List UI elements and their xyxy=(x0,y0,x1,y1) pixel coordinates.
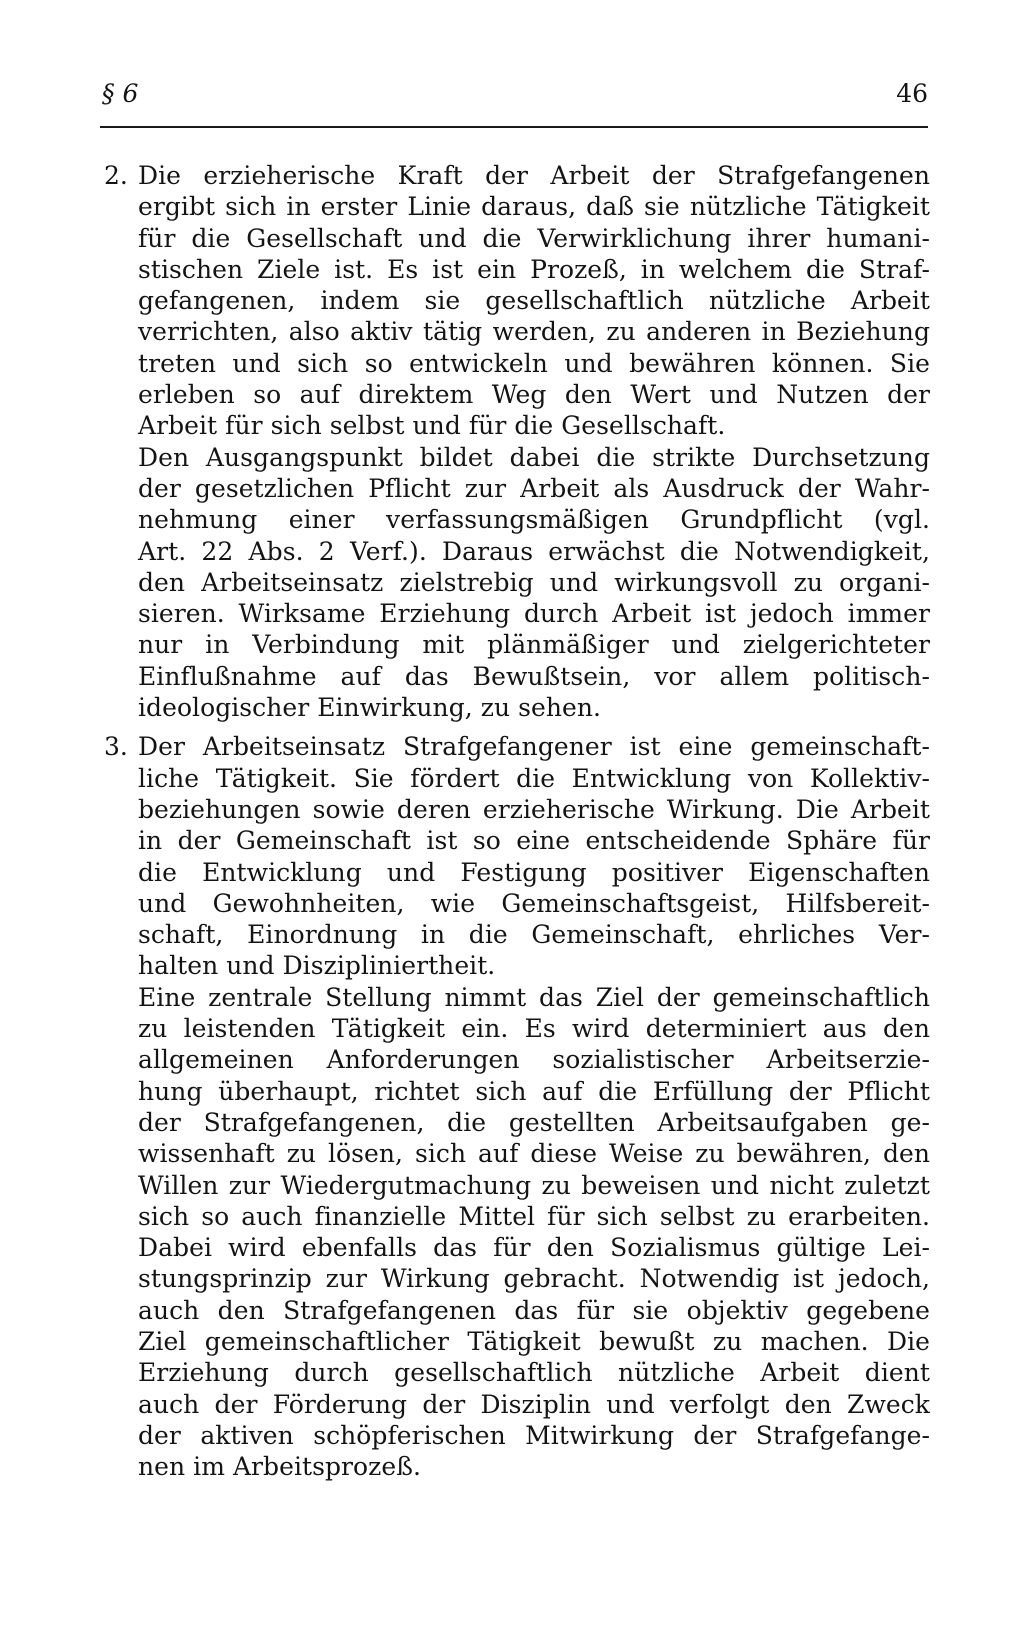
text-line: auch der Förderung der Disziplin und verfolgt den Zweck xyxy=(138,1389,930,1419)
page-content xyxy=(104,160,930,1482)
text-line: Ziel gemeinschaftlicher Tätigkeit bewußt zu machen. Die xyxy=(138,1326,930,1356)
text-line: nehmung einer verfassungsmäßigen Grundpflicht (vgl. xyxy=(138,505,930,535)
text-line: wissenhaft zu lösen, sich auf diese Weise zu bewähren, den xyxy=(138,1139,930,1169)
text-line: Willen zur Wiedergutmachung zu beweisen und nicht zuletzt xyxy=(138,1170,930,1200)
text-line: Der Arbeitseinsatz Strafgefangener ist eine gemeinschaft- xyxy=(138,732,930,762)
text-line: die Entwicklung und Festigung positiver Eigenschaften xyxy=(138,857,930,887)
text-line: beziehungen sowie deren erzieherische Wirkung. Die Arbeit xyxy=(138,794,930,824)
text-line: den Arbeitseinsatz zielstrebig und wirkungsvoll zu organi- xyxy=(138,567,930,597)
text-line: Eine zentrale Stellung nimmt das Ziel der gemeinschaftlich xyxy=(138,982,930,1012)
text-line: Arbeit für sich selbst und für die Gesellschaft. xyxy=(138,411,726,441)
section-mark: § 6 xyxy=(102,79,139,108)
text-line: Den Ausgangspunkt bildet dabei die strikte Durchsetzung xyxy=(138,442,930,472)
text-line: ergibt sich in erster Linie daraus, daß sie nützliche Tätigkeit xyxy=(138,192,930,222)
item-number: 3. xyxy=(104,732,128,762)
text-line: zu leistenden Tätigkeit ein. Es wird determiniert aus den xyxy=(138,1014,930,1044)
text-line: Die erzieherische Kraft der Arbeit der Strafgefangenen xyxy=(138,161,930,190)
text-line: ideologischer Einwirkung, zu sehen. xyxy=(138,693,601,723)
text-line: halten und Diszipliniertheit. xyxy=(138,951,496,981)
text-line: allgemeinen Anforderungen sozialistischer Arbeitserzie- xyxy=(138,1045,930,1075)
text-line: Dabei wird ebenfalls das für den Sozialismus gültige Lei- xyxy=(138,1233,930,1263)
text-line: stischen Ziele ist. Es ist ein Prozeß, in welchem die Straf- xyxy=(138,254,930,284)
text-line: gefangenen, indem sie gesellschaftlich nützliche Arbeit xyxy=(138,286,930,316)
text-line: verrichten, also aktiv tätig werden, zu anderen in Beziehung xyxy=(138,317,930,347)
text-line: Art. 22 Abs. 2 Verf.). Daraus erwächst die Notwendigkeit, xyxy=(138,536,930,566)
text-line: der Strafgefangenen, die gestellten Arbeitsaufgaben ge- xyxy=(138,1107,930,1137)
text-line: der aktiven schöpferischen Mitwirkung der Strafgefange- xyxy=(138,1420,930,1450)
text-line: sieren. Wirksame Erziehung durch Arbeit ist jedoch immer xyxy=(138,599,930,629)
header-rule xyxy=(100,126,928,128)
text-line: der gesetzlichen Pflicht zur Arbeit als Ausdruck der Wahr- xyxy=(138,473,930,503)
text-line: liche Tätigkeit. Sie fördert die Entwicklung von Kollektiv- xyxy=(138,763,930,793)
text-line: in der Gemeinschaft ist so eine entscheidende Sphäre für xyxy=(138,826,930,856)
text-line: und Gewohnheiten, wie Gemeinschaftsgeist, Hilfsbereit- xyxy=(138,888,930,918)
item-body xyxy=(138,731,930,1482)
text-line: sich so auch finanzielle Mittel für sich selbst zu erarbeiten. xyxy=(138,1201,930,1231)
text-line: treten und sich so entwickeln und bewähren können. Sie xyxy=(138,348,930,378)
text-line: nur in Verbindung mit plänmäßiger und zielgerichteter xyxy=(138,630,930,660)
text-line: schaft, Einordnung in die Gemeinschaft, ehrliches Ver- xyxy=(138,920,930,950)
text-line: auch den Strafgefangenen das für sie objektiv gegebene xyxy=(138,1295,930,1325)
page-header xyxy=(100,74,928,114)
text-line: für die Gesellschaft und die Verwirklichung ihrer humani- xyxy=(138,223,930,253)
text-line: erleben so auf direktem Weg den Wert und Nutzen der xyxy=(138,380,930,410)
text-line: hung überhaupt, richtet sich auf die Erfüllung der Pflicht xyxy=(138,1076,930,1106)
page-number: 46 xyxy=(896,79,928,108)
item-body xyxy=(138,160,930,723)
text-line: nen im Arbeitsprozeß. xyxy=(138,1452,421,1482)
text-line: stungsprinzip zur Wirkung gebracht. Notwendig ist jedoch, xyxy=(138,1264,930,1294)
numbered-item-3 xyxy=(104,731,930,1482)
item-number: 2. xyxy=(104,161,128,190)
text-line: Erziehung durch gesellschaftlich nützliche Arbeit dient xyxy=(138,1358,930,1388)
text-line: Einflußnahme auf das Bewußtsein, vor allem politisch- xyxy=(138,661,930,691)
numbered-item-2 xyxy=(104,160,930,723)
